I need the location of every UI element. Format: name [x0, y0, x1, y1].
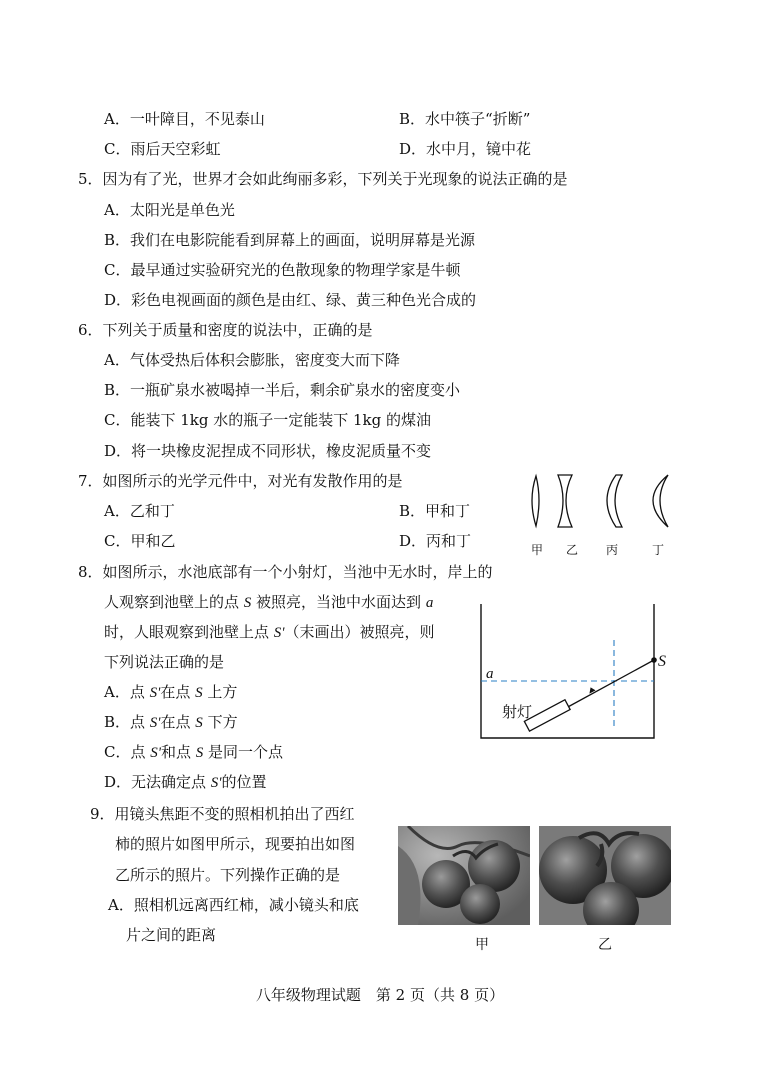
q9-option-a-line2: 片之间的距离 [126, 926, 217, 944]
q8-stem-line2: 人观察到池壁上的点 S 被照亮，当池中水面达到 a [104, 593, 434, 611]
q5-option-d: D．彩色电视画面的颜色是由红、绿、黄三种色光合成的 [104, 291, 477, 309]
light-ray [566, 660, 654, 708]
q4-option-c: C．雨后天空彩虹 [104, 140, 221, 158]
q8-stem-line4: 下列说法正确的是 [104, 653, 225, 671]
q8-option-d: D．无法确定点 S'的位置 [104, 773, 267, 791]
label-a: a [486, 666, 494, 682]
q4-option-d: D．水中月，镜中花 [399, 140, 532, 158]
pool-figure [476, 600, 676, 745]
label-s: S [658, 653, 666, 670]
q9-stem-line1: 9．用镜头焦距不变的照相机拍出了西红 [90, 805, 355, 823]
q8-stem-line3: 时，人眼观察到池壁上点 S'（末画出）被照亮，则 [104, 623, 435, 641]
q5-option-a: A．太阳光是单色光 [104, 201, 235, 219]
point-s [651, 657, 657, 663]
lens-figure [520, 470, 680, 532]
q5-stem: 5．因为有了光，世界才会如此绚丽多彩，下列关于光现象的说法正确的是 [78, 170, 568, 188]
q8-option-b: B．点 S'在点 S 下方 [104, 713, 238, 731]
label-spotlight: 射灯 [502, 703, 533, 721]
photo-label-yi: 乙 [598, 937, 612, 953]
lens-jia [532, 476, 539, 526]
q9-option-a-line1: A．照相机远离西红柿，减小镜头和底 [108, 896, 359, 914]
q9-stem-line3: 乙所示的照片。下列操作正确的是 [115, 866, 341, 884]
q6-option-b: B．一瓶矿泉水被喝掉一半后，剩余矿泉水的密度变小 [104, 381, 461, 399]
q5-option-b: B．我们在电影院能看到屏幕上的画面，说明屏幕是光源 [104, 231, 476, 249]
tomato-photo-yi [539, 826, 671, 925]
lens-bing [607, 475, 622, 527]
q4-option-a: A．一叶障目，不见泰山 [104, 110, 265, 128]
lens-label-bing: 丙 [606, 543, 619, 557]
q7-stem: 7．如图所示的光学元件中，对光有发散作用的是 [78, 472, 403, 490]
q6-option-d: D．将一块橡皮泥捏成不同形状，橡皮泥质量不变 [104, 442, 432, 460]
lens-label-jia: 甲 [531, 543, 544, 557]
lens-ding [653, 475, 668, 527]
q6-option-c: C．能装下 1kg 水的瓶子一定能装下 1kg 的煤油 [104, 411, 432, 429]
q6-stem: 6．下列关于质量和密度的说法中，正确的是 [78, 321, 373, 339]
q5-option-c: C．最早通过实验研究光的色散现象的物理学家是牛顿 [104, 261, 461, 279]
tomato-photo-jia [398, 826, 530, 925]
photo-label-jia: 甲 [475, 937, 489, 953]
q8-option-c: C．点 S'和点 S 是同一个点 [104, 743, 284, 761]
q8-option-a: A．点 S'在点 S 上方 [104, 683, 238, 701]
q7-option-c: C．甲和乙 [104, 532, 176, 550]
q9-stem-line2: 柿的照片如图甲所示，现要拍出如图 [115, 835, 356, 853]
q6-option-a: A．气体受热后体积会膨胀，密度变大而下降 [104, 351, 400, 369]
q7-option-d: D．丙和丁 [399, 532, 472, 550]
q8-stem-line1: 8．如图所示，水池底部有一个小射灯，当池中无水时，岸上的 [78, 563, 493, 581]
lens-label-yi: 乙 [566, 543, 579, 557]
q4-option-b: B．水中筷子“折断” [399, 110, 531, 128]
q7-option-b: B．甲和丁 [399, 502, 471, 520]
q7-option-a: A．乙和丁 [104, 502, 175, 520]
page-footer: 八年级物理试题 第 2 页（共 8 页） [255, 986, 505, 1004]
lens-yi [558, 475, 572, 527]
lens-label-ding: 丁 [652, 543, 665, 557]
